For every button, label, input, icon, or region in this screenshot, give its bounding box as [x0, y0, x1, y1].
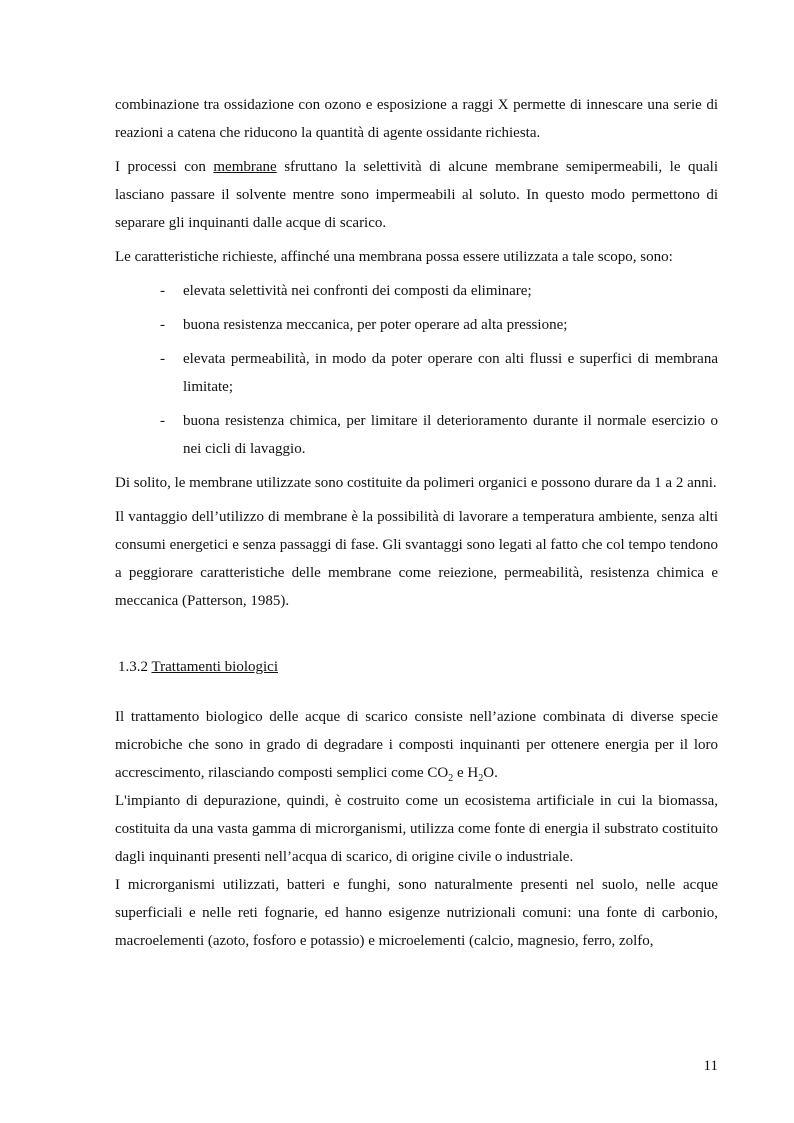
list-item-text: buona resistenza chimica, per limitare il deterioramento durante il normale esercizio o nei cicli di lavaggio. [183, 413, 718, 457]
requirements-list [115, 277, 718, 463]
subscript: 2 [448, 773, 454, 784]
paragraph-text: sfruttano la selettività di alcune membrane semipermeabili, le quali lasciano passare il solvente mentre sono impermeabili al soluto. In questo modo permettono di separare gli inquinanti dalle acque di scarico. [115, 159, 718, 231]
page-number: 11 [703, 1058, 718, 1074]
section-heading [118, 653, 718, 681]
paragraph-ozone: combinazione tra ossidazione con ozono e esposizione a raggi X permette di innescare una serie di reazioni a catena che riducono la quantità di agente ossidante richiesta. [115, 97, 718, 141]
list-dash: - [160, 317, 165, 333]
paragraph-polymers: Di solito, le membrane utilizzate sono costituite da polimeri organici e possono durare da 1 a 2 anni. [115, 475, 717, 491]
page-body [115, 91, 718, 955]
paragraph-biological-treatment [115, 703, 718, 787]
section-number: 1.3.2 [118, 659, 152, 675]
list-dash: - [160, 351, 165, 367]
list-dash: - [160, 283, 165, 299]
paragraph-microorganisms: I microrganismi utilizzati, batteri e funghi, sono naturalmente presenti nel suolo, nelle acque superficiali e nelle reti fognarie, ed hanno esigenze nutrizionali comuni: una fonte di carbonio, macroelementi (azoto, fosforo e potassio) e microelementi (calcio, magnesio, ferro, zolfo, [115, 877, 718, 949]
paragraph-plant: L'impianto di depurazione, quindi, è costruito come un ecosistema artificiale in cui la biomassa, costituita da una vasta gamma di microrganismi, utilizza come fonte di energia il substrato costituito dagli inquinanti presenti nell’acqua di scarico, di origine civile o industriale. [115, 793, 718, 865]
paragraph-text: e H [453, 765, 479, 781]
section-title: Trattamenti biologici [151, 659, 279, 675]
membrane-term: membrane [213, 159, 277, 175]
list-dash: - [160, 413, 165, 429]
list-item [115, 277, 718, 305]
paragraph-advantages: Il vantaggio dell’utilizzo di membrane è la possibilità di lavorare a temperatura ambiente, senza alti consumi energetici e senza passaggi di fase. Gli svantaggi sono legati al fatto che col tempo tendono a peggiorare caratteristiche delle membrane come reiezione, permeabilità, resistenza chimica e meccanica (Patterson, 1985). [115, 509, 718, 609]
list-item [115, 345, 718, 401]
paragraph-membrane-processes [115, 153, 718, 237]
paragraph-text: I processi con [115, 159, 214, 175]
list-item-text: buona resistenza meccanica, per poter operare ad alta pressione; [183, 317, 568, 333]
list-item [115, 311, 718, 339]
list-item-text: elevata permeabilità, in modo da poter operare con alti flussi e superfici di membrana limitate; [183, 351, 718, 395]
list-item-text: elevata selettività nei confronti dei composti da eliminare; [183, 283, 532, 299]
paragraph-requirements: Le caratteristiche richieste, affinché una membrana possa essere utilizzata a tale scopo, sono: [115, 249, 673, 265]
paragraph-text: Il trattamento biologico delle acque di scarico consiste nell’azione combinata di diverse specie microbiche che sono in grado di degradare i composti inquinanti per ottenere energia per il loro accrescimento, rilasciando composti semplici come CO [115, 709, 718, 781]
subscript: 2 [478, 773, 484, 784]
list-item [115, 407, 718, 463]
paragraph-text: O. [483, 765, 498, 781]
